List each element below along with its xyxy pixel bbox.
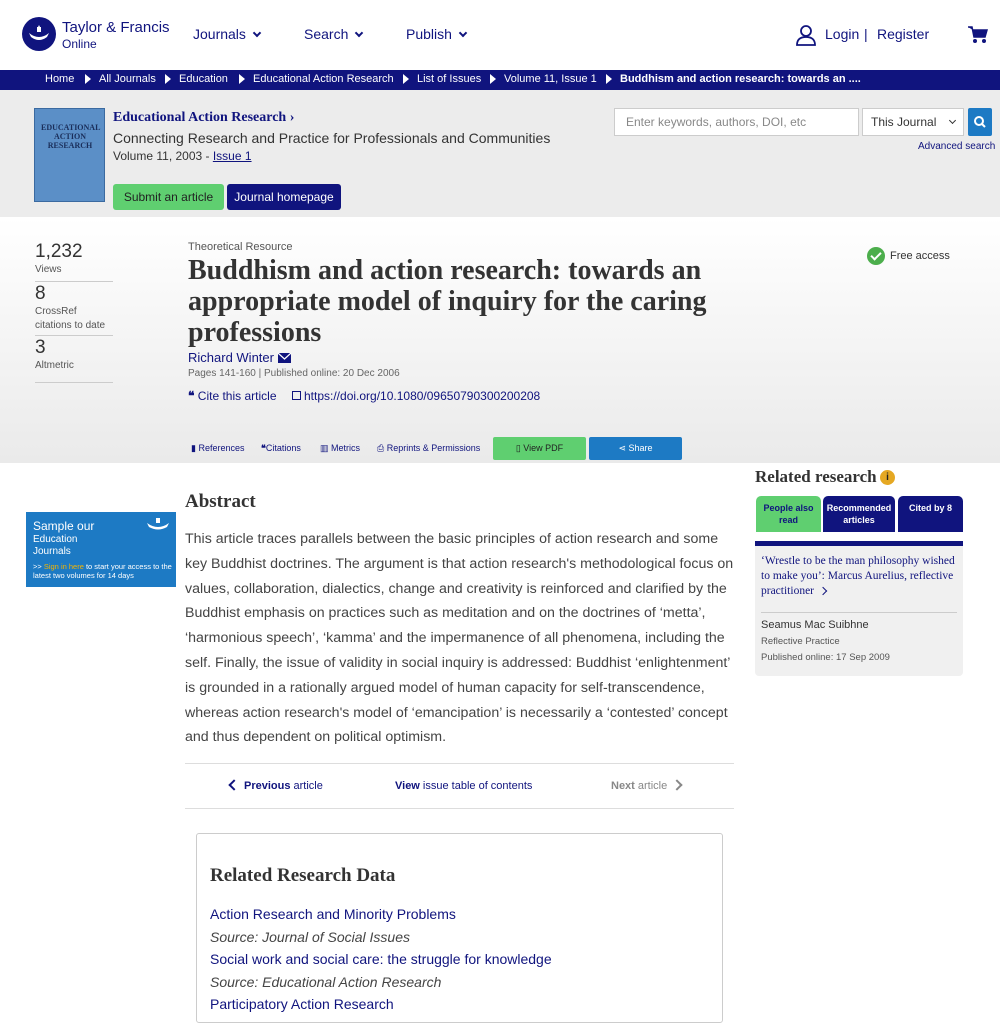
related-data-source: Source: Educational Action Research [210, 974, 442, 990]
search-icon [968, 108, 992, 136]
related-article-link[interactable] [761, 554, 957, 599]
search-scope-value: This Journal [871, 115, 937, 129]
nav-journals-label: Journals [193, 26, 246, 42]
login-separator: | [864, 26, 868, 42]
sample-description [33, 562, 173, 580]
metric-altmetric[interactable] [35, 337, 113, 383]
taylor-francis-logo[interactable] [22, 17, 170, 55]
abstract-text: This article traces parallels between the basic principles of action research and some key Buddhist doctrines. The argument is that action research's methodological focus on values, collaboration, dialectics, change and creativity is reinforced and clarified by the Buddhist emphasis on practices such as meditation and on the doctrines of ‘metta’, ‘harmonious speech’, ‘kamma’ and the impermanence of all phenomena, including the self. Finally, the issue of validity in social inquiry is addressed: Buddhist ‘enlightenment’ is grounded in a rationally argued model of human capacity for self-transcendence, whereas action research's model of ‘emancipation’ is necessarily a ‘contested’ concept and thus dependent on political optimism. [185, 531, 734, 746]
sample-subtitle [33, 534, 77, 558]
user-icon[interactable] [795, 24, 817, 46]
mail-icon[interactable] [278, 353, 291, 363]
sample-rest: to start your access to the latest two volumes for 14 days [33, 562, 172, 580]
prev-bold: Previous [244, 780, 291, 792]
related-data-item[interactable]: Social work and social care: the struggle for knowledge [210, 951, 552, 967]
crumb-arrow-icon [490, 74, 496, 84]
cover-title: EDUCATIONAL ACTION RESEARCH [41, 123, 101, 150]
crumb-list-of-issues[interactable]: List of Issues [417, 73, 482, 85]
sample-sub1: Education [33, 534, 78, 545]
logo-subtext: Online [62, 37, 97, 51]
cart-icon[interactable] [968, 26, 988, 44]
nav-search[interactable] [304, 26, 362, 42]
check-icon [867, 247, 885, 265]
metric-crossref-label: CrossRef citations to date [35, 306, 106, 331]
doi-text: https://doi.org/10.1080/09650790300200208 [304, 389, 541, 403]
info-icon[interactable]: i [880, 470, 895, 485]
related-data-item[interactable]: Action Research and Minority Problems [210, 906, 456, 922]
search-button[interactable] [968, 108, 992, 136]
chevron-down-icon [253, 29, 261, 37]
site-header [0, 0, 1000, 70]
metric-views-label: Views [35, 264, 62, 275]
nav-publish-label: Publish [406, 26, 452, 42]
view-rest: issue table of contents [419, 780, 533, 792]
register-link[interactable]: Register [877, 26, 930, 42]
chevron-left-icon [228, 779, 239, 790]
tab-references[interactable] [191, 443, 244, 454]
sample-prefix: >> [33, 562, 44, 571]
crumb-arrow-icon [606, 74, 612, 84]
chevron-right-icon [819, 587, 827, 595]
crumb-home[interactable]: Home [45, 73, 75, 85]
bar-chart-icon: ▥ [320, 443, 332, 453]
advanced-search-link[interactable]: Advanced search [918, 141, 996, 152]
crumb-arrow-icon [85, 74, 91, 84]
book-icon: ▮ [191, 443, 199, 453]
external-link-icon [292, 391, 301, 400]
doi-link[interactable] [292, 389, 540, 403]
metric-views [35, 241, 113, 282]
related-published: Published online: 17 Sep 2009 [761, 652, 890, 663]
chevron-down-icon [949, 117, 956, 124]
sample-title: Sample our [33, 519, 95, 533]
related-research-heading: Related research [755, 467, 877, 486]
sample-journals-banner[interactable] [26, 512, 176, 587]
tab-metrics[interactable] [320, 443, 360, 454]
quote-icon: ❝ [261, 443, 266, 453]
volume-text: Volume 11, 2003 - [113, 149, 213, 163]
crumb-journal[interactable]: Educational Action Research [253, 73, 394, 85]
journal-homepage-button[interactable]: Journal homepage [227, 184, 341, 210]
tab-metrics-label: Metrics [331, 443, 361, 453]
tab-citations-label: Citations [265, 443, 301, 453]
search-scope-select[interactable] [862, 108, 964, 136]
pdf-icon: ▯ [515, 443, 524, 453]
cite-article-link[interactable] [188, 389, 277, 403]
tab-reprints[interactable] [377, 443, 480, 454]
share-button[interactable] [589, 437, 682, 460]
author-link[interactable]: Richard Winter [188, 350, 274, 365]
submit-article-button[interactable]: Submit an article [113, 184, 224, 210]
related-data-source: Source: Journal of Social Issues [210, 929, 410, 945]
related-research-panel [755, 541, 963, 676]
chevron-down-icon [459, 29, 467, 37]
tab-recommended-articles[interactable]: Recommended articles [823, 496, 895, 532]
related-article-title: ‘Wrestle to be the man philosophy wished to make you’: Marcus Aurelius, reflective practitioner [761, 555, 955, 597]
previous-article-link[interactable] [230, 780, 323, 792]
pages-published: Pages 141-160 | Published online: 20 Dec 2006 [188, 368, 400, 379]
tab-people-also-read[interactable]: People also read [756, 496, 821, 532]
sample-sub2: Journals [33, 546, 71, 557]
view-bold: View [395, 780, 420, 792]
chevron-right-icon [672, 779, 683, 790]
crumb-arrow-icon [165, 74, 171, 84]
journal-volume [113, 149, 252, 163]
view-pdf-button[interactable] [493, 437, 586, 460]
share-label: Share [628, 443, 653, 453]
abstract-heading: Abstract [185, 491, 256, 512]
article-navigation [185, 763, 734, 809]
issue-link[interactable]: Issue 1 [212, 149, 252, 163]
share-icon: ⋖ [618, 443, 629, 453]
prev-rest: article [290, 780, 323, 792]
breadcrumb [0, 70, 1000, 90]
logo-lamp-icon [146, 517, 170, 531]
tab-reprints-label: Reprints & Permissions [386, 443, 481, 453]
journal-title: Educational Action Research [113, 110, 287, 125]
search-input[interactable]: Enter keywords, authors, DOI, etc [614, 108, 859, 136]
journal-cover-image[interactable] [34, 108, 105, 202]
crumb-all-journals[interactable]: All Journals [99, 73, 156, 85]
metric-altmetric-label: Altmetric [35, 360, 74, 371]
print-icon: ⎙ [377, 443, 387, 453]
quote-icon: ❝ [188, 389, 198, 403]
related-research-data [196, 833, 723, 1023]
related-author: Seamus Mac Suibhne [761, 619, 869, 631]
next-article-link[interactable] [611, 780, 681, 792]
issue-toc-link[interactable] [395, 780, 532, 792]
divider [761, 612, 957, 613]
article-title: Buddhism and action research: towards an appropriate model of inquiry for the caring professions [188, 255, 707, 348]
view-pdf-label: View PDF [523, 443, 564, 453]
next-rest: article [634, 780, 668, 792]
crumb-education[interactable]: Education [179, 73, 228, 85]
crumb-arrow-icon [403, 74, 409, 84]
metric-altmetric-value: 3 [35, 337, 46, 358]
metric-crossref[interactable] [35, 283, 113, 336]
metric-views-value: 1,232 [35, 241, 83, 262]
metric-crossref-value: 8 [35, 283, 46, 304]
nav-search-label: Search [304, 26, 349, 42]
related-journal: Reflective Practice [761, 636, 840, 647]
tab-cited-by[interactable]: Cited by 8 [898, 496, 963, 532]
logo-text: Taylor & Francis [62, 19, 170, 36]
crumb-arrow-icon [239, 74, 245, 84]
free-access-label: Free access [890, 249, 950, 262]
logo-lamp-icon [22, 17, 56, 51]
crumb-volume-issue[interactable]: Volume 11, Issue 1 [504, 73, 597, 85]
chevron-right-icon: › [289, 110, 295, 125]
cite-label: Cite this article [197, 389, 277, 403]
related-data-title: Related Research Data [210, 865, 396, 886]
crumb-current-article: Buddhism and action research: towards an .... [620, 73, 861, 85]
journal-title-link[interactable] [113, 110, 294, 126]
next-bold: Next [611, 780, 635, 792]
journal-subtitle: Connecting Research and Practice for Professionals and Communities [113, 130, 551, 146]
chevron-down-icon [355, 29, 363, 37]
free-access-badge [867, 247, 950, 265]
nav-journals[interactable] [193, 26, 260, 42]
login-link[interactable]: Login [825, 26, 860, 42]
related-data-item[interactable]: Participatory Action Research [210, 996, 394, 1012]
tab-references-label: References [198, 443, 245, 453]
tab-citations[interactable] [261, 443, 301, 454]
nav-publish[interactable] [406, 26, 466, 42]
article-type: Theoretical Resource [188, 241, 293, 253]
sample-signin-link[interactable]: Sign in here [43, 562, 84, 571]
